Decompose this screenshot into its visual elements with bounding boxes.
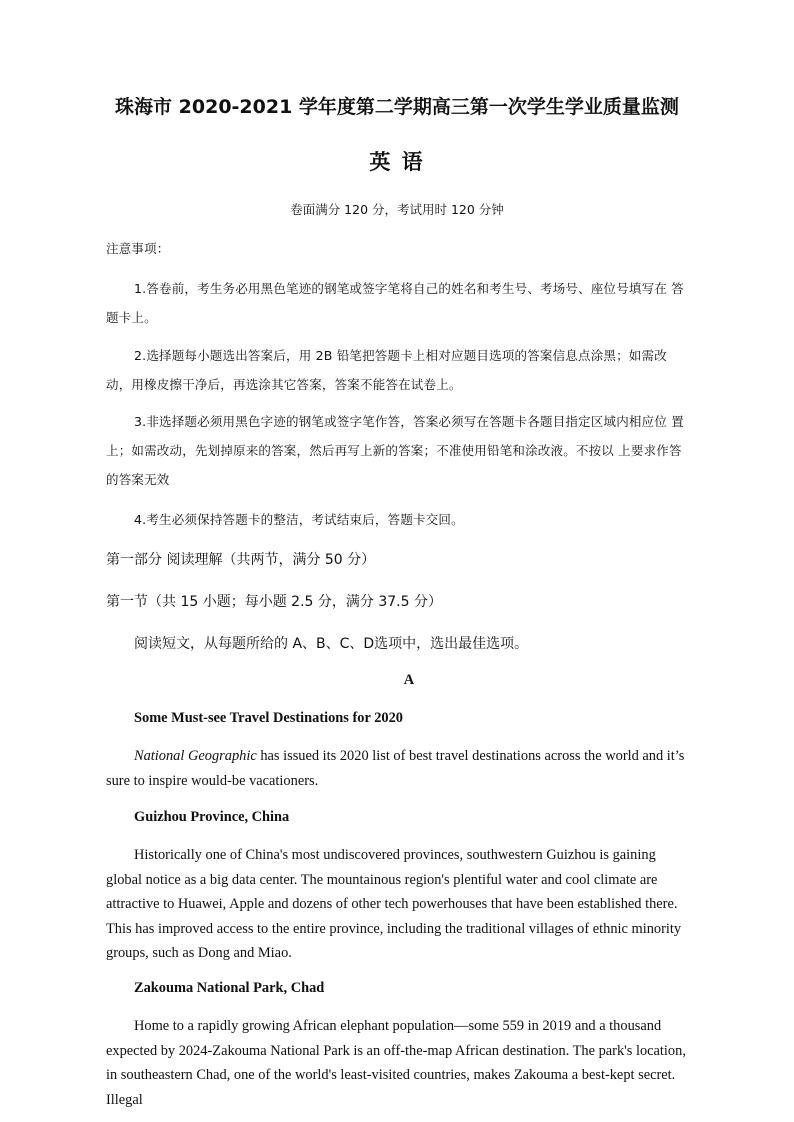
- intro-text: has issued its 2020 list of best travel destinations across the world and it’s sure to inspire would-be vacationers.: [106, 748, 685, 789]
- section-heading-zakouma: Zakouma National Park, Chad: [134, 980, 325, 996]
- passage-label: A: [403, 672, 415, 688]
- notice-item-4: 4.考生必须保持答题卡的整洁，考试结束后，答题卡交回。: [134, 512, 464, 527]
- part1-heading: 第一部分 阅读理解（共两节，满分 50 分）: [106, 552, 376, 568]
- section-heading-guizhou: Guizhou Province, China: [134, 809, 290, 825]
- section1-heading: 第一节（共 15 小题；每小题 2.5 分，满分 37.5 分）: [106, 594, 442, 610]
- subject-title: 英 语: [369, 150, 425, 174]
- notice-item-2: 2.选择题每小题选出答案后，用 2B 铅笔把答题卡上相对应题目选项的答案信息点涂黑；如需改 动，用橡皮擦干净后，再选涂其它答案，答案不能答在试卷上。: [106, 348, 667, 392]
- section-text-guizhou: Historically one of China's most undiscovered provinces, southwestern Guizhou is gaining global notice as a big data center. The mountainous region's plentiful water and cool climate are attractive to Huawei, Apple and dozens of other tech powerhouses that have been established there. This has improved access to the entire province, including the traditional villages of ethnic minority groups, such as Dong and Miao.: [106, 847, 682, 961]
- section-text-zakouma: Home to a rapidly growing African elephant population—some 559 in 2019 and a thousand expected by 2024-Zakouma National Park is an off-the-map African destination. The park's location, in southeastern Chad, one of the world's least-visited countries, makes Zakouma a best-kept secret. Illegal: [106, 1018, 686, 1108]
- page-title: 珠海市 2020-2021 学年度第二学期高三第一次学生学业质量监测: [115, 96, 679, 118]
- passage-intro: [106, 744, 690, 793]
- exam-info: 卷面满分 120 分，考试用时 120 分钟: [290, 202, 504, 217]
- passage-title: Some Must-see Travel Destinations for 2020: [134, 710, 403, 726]
- notice-item-1: 1.答卷前，考生务必用黑色笔迹的钢笔或签字笔将自己的姓名和考生号、考场号、座位号填写在 答题卡上。: [106, 281, 684, 325]
- notice-item-3: 3.非选择题必须用黑色字迹的钢笔或签字笔作答，答案必须写在答题卡各题目指定区域内相应位 置上；如需改动，先划掉原来的答案，然后再写上新的答案；不准使用铅笔和涂改液。不按以 上要求作答的答案无效: [106, 414, 684, 487]
- reading-instruction: 阅读短文，从每题所给的 A、B、C、D选项中，选出最佳选项。: [134, 636, 529, 652]
- publication-name: National Geographic: [134, 748, 257, 764]
- notice-heading: 注意事项：: [106, 241, 170, 256]
